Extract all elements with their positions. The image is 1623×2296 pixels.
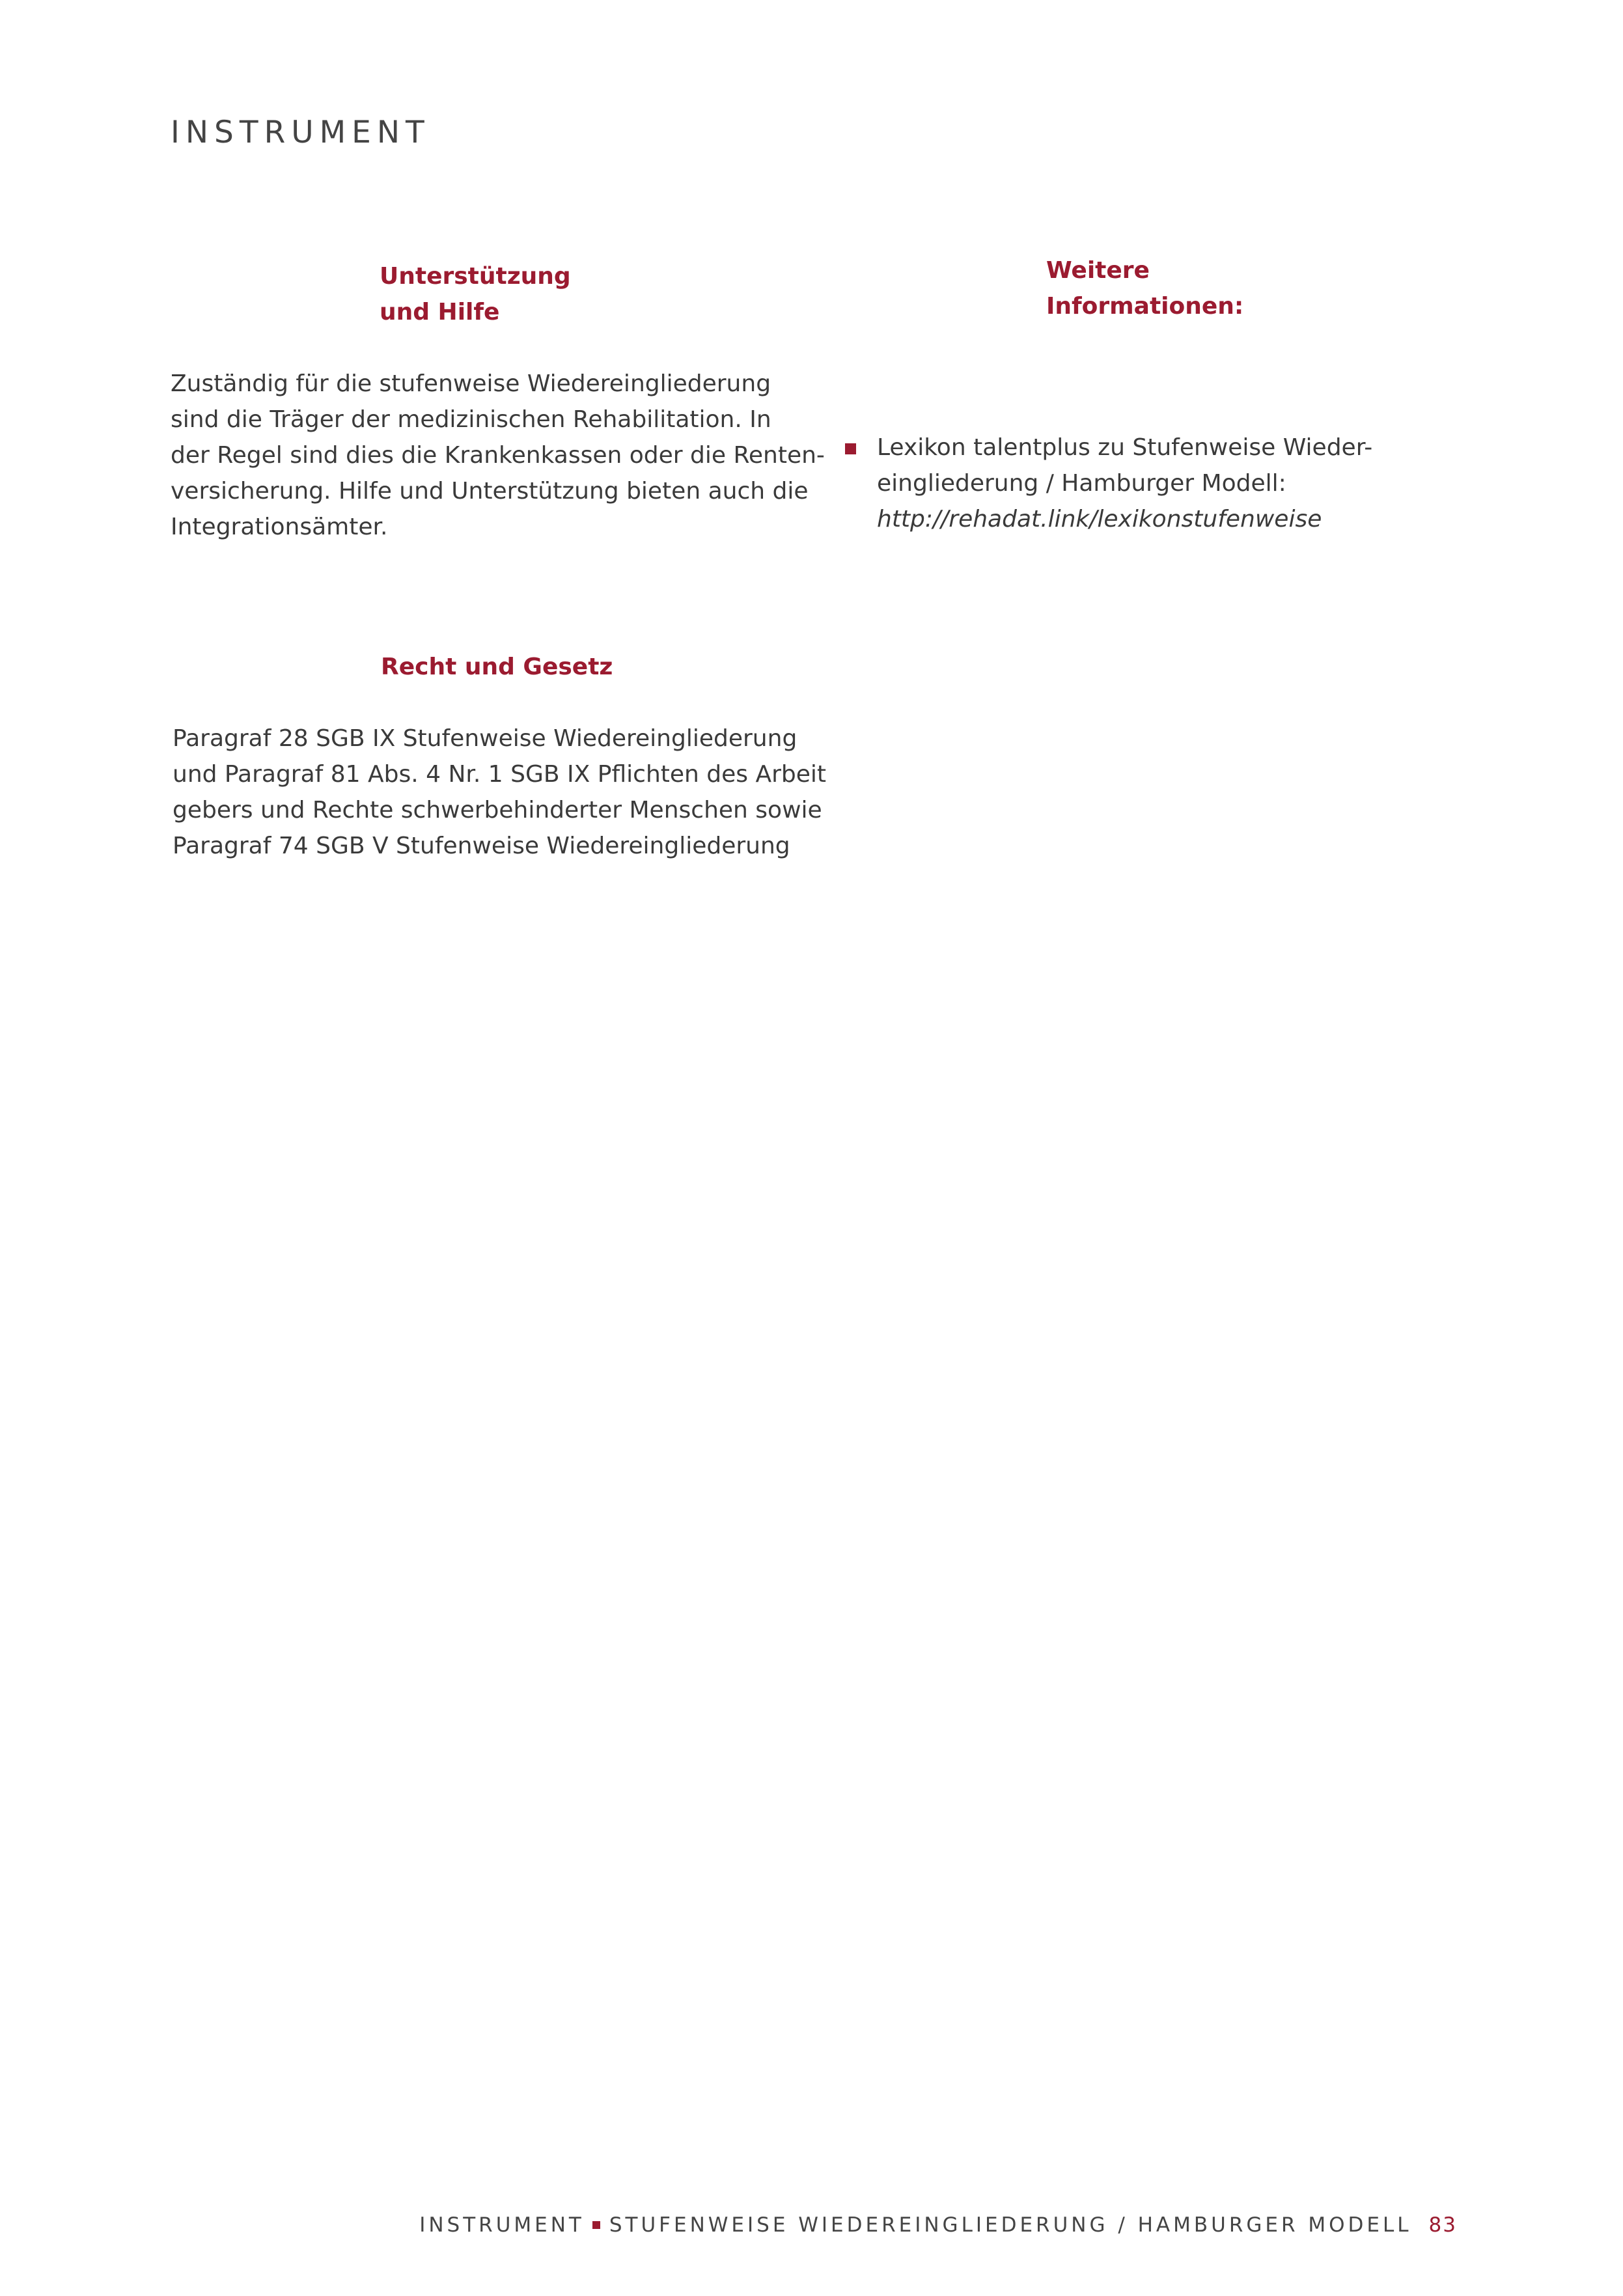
law-line: Paragraf 28 SGB IX Stufenweise Wiedereingliederung bbox=[173, 725, 798, 752]
footer-title: STUFENWEISE WIEDEREINGLIEDERUNG / HAMBURGER MODELL bbox=[609, 2213, 1412, 2237]
support-heading-line: Unterstützung bbox=[380, 263, 571, 290]
lexikon-link[interactable]: http://rehadat.link/lexikonstufenweise bbox=[877, 506, 1322, 533]
more-info-list bbox=[845, 430, 1372, 537]
law-line: gebers und Rechte schwerbehinderter Menschen sowie bbox=[173, 797, 822, 823]
list-item-line: eingliederung / Hamburger Modell: bbox=[877, 470, 1286, 497]
more-info-list-container bbox=[845, 430, 1372, 537]
support-line: Zuständig für die stufenweise Wiedereingliederung bbox=[171, 370, 771, 397]
support-heading-line: und Hilfe bbox=[380, 299, 500, 325]
square-bullet-icon bbox=[845, 443, 856, 454]
support-paragraph bbox=[171, 366, 825, 545]
support-line: der Regel sind dies die Krankenkassen oder die Renten- bbox=[171, 442, 825, 469]
more-info-heading-line: Informationen: bbox=[1046, 293, 1244, 320]
footer-section: INSTRUMENT bbox=[419, 2213, 585, 2237]
law-line: Paragraf 74 SGB V Stufenweise Wiedereingliederung bbox=[173, 833, 790, 859]
support-line: Integrationsämter. bbox=[171, 514, 388, 540]
law-heading-line: Recht und Gesetz bbox=[381, 654, 613, 680]
list-item-line: Lexikon talentplus zu Stufenweise Wieder- bbox=[877, 434, 1373, 461]
support-heading bbox=[380, 258, 571, 330]
page-footer bbox=[419, 2211, 1457, 2239]
law-heading bbox=[381, 649, 613, 685]
square-separator-icon bbox=[592, 2221, 600, 2229]
running-head: INSTRUMENT bbox=[171, 115, 430, 150]
page-number: 83 bbox=[1428, 2213, 1457, 2237]
law-line: und Paragraf 81 Abs. 4 Nr. 1 SGB IX Pflichten des Arbeit bbox=[173, 761, 827, 788]
more-info-heading bbox=[1046, 253, 1243, 324]
more-info-heading-line: Weitere bbox=[1046, 257, 1150, 284]
support-line: versicherung. Hilfe und Unterstützung bieten auch die bbox=[171, 478, 809, 505]
support-line: sind die Träger der medizinischen Rehabilitation. In bbox=[171, 406, 771, 433]
list-item bbox=[845, 430, 1372, 537]
law-paragraph bbox=[173, 721, 826, 864]
